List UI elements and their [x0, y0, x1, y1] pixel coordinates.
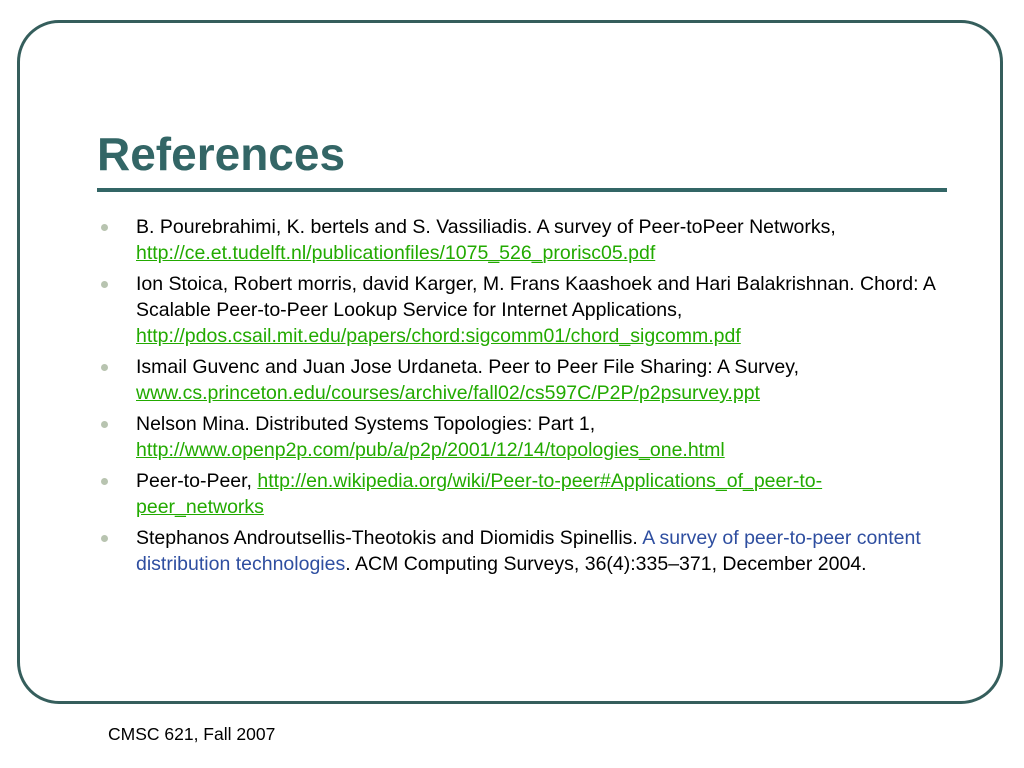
- reference-link[interactable]: www.cs.princeton.edu/courses/archive/fall02/cs597C/P2P/p2psurvey.ppt: [136, 382, 760, 404]
- slide-footer: CMSC 621, Fall 2007: [108, 724, 276, 744]
- reference-item: [101, 468, 941, 520]
- reference-text: B. Pourebrahimi, K. bertels and S. Vassiliadis. A survey of Peer-toPeer Networks,: [136, 216, 836, 238]
- bullet-icon: [101, 535, 108, 542]
- reference-text: Peer-to-Peer,: [136, 470, 258, 492]
- bullet-icon: [101, 421, 108, 428]
- reference-item: [101, 411, 941, 463]
- bullet-icon: [101, 364, 108, 371]
- slide-title: References: [97, 128, 346, 180]
- reference-text: Ismail Guvenc and Juan Jose Urdaneta. Peer to Peer File Sharing: A Survey,: [136, 356, 799, 378]
- reference-text: Ion Stoica, Robert morris, david Karger, M. Frans Kaashoek and Hari Balakrishnan. Chord: A Scalable Peer-to-Peer Lookup Service for Internet Applications,: [136, 273, 935, 321]
- reference-text: Nelson Mina. Distributed Systems Topologies: Part 1,: [136, 413, 596, 435]
- bullet-icon: [101, 224, 108, 231]
- bullet-icon: [101, 281, 108, 288]
- reference-item: [101, 271, 941, 349]
- reference-item: [101, 214, 941, 266]
- reference-item: [101, 525, 941, 577]
- reference-link[interactable]: http://pdos.csail.mit.edu/papers/chord:sigcomm01/chord_sigcomm.pdf: [136, 325, 741, 347]
- title-underline: [97, 188, 947, 192]
- reference-link[interactable]: http://en.wikipedia.org/wiki/Peer-to-peer#Applications_of_peer-to-peer_networks: [136, 470, 823, 518]
- reference-item: [101, 354, 941, 406]
- reference-text: Stephanos Androutsellis-Theotokis and Diomidis Spinellis.: [136, 527, 643, 549]
- bullet-icon: [101, 478, 108, 485]
- reference-title-link[interactable]: A survey of peer-to-peer content distribution technologies: [136, 527, 921, 575]
- reference-link[interactable]: http://www.openp2p.com/pub/a/p2p/2001/12/14/topologies_one.html: [136, 439, 725, 461]
- reference-list: [101, 214, 941, 582]
- reference-link[interactable]: http://ce.et.tudelft.nl/publicationfiles/1075_526_prorisc05.pdf: [136, 242, 656, 264]
- reference-text-after: . ACM Computing Surveys, 36(4):335–371, December 2004.: [345, 553, 867, 575]
